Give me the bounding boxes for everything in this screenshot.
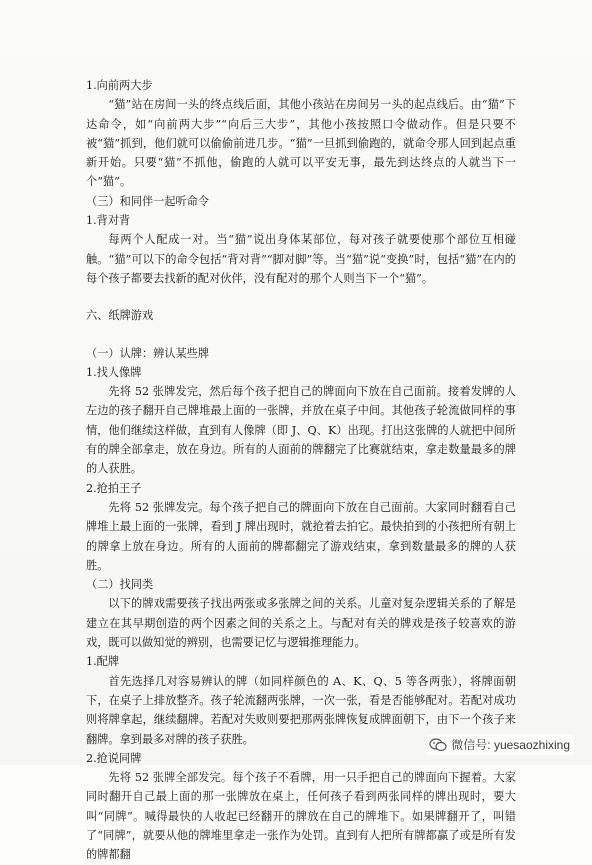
- wechat-icon: [429, 738, 447, 752]
- section-heading: 1.配牌: [86, 655, 120, 669]
- chapter-heading: 六、纸牌游戏: [86, 309, 154, 323]
- paragraph: 先将 52 张牌全部发完。每个孩子不看牌，用一只手把自己的牌面向下握着。大家同时翻开自己最上面的那一张牌放在桌上，任何孩子看到两张同样的牌出现时，要大叫“同牌”。喊得最快的人收起已经翻开的牌放在自己的牌堆下。如果牌翻开了，叫错了“同牌”，就要从他的牌堆里拿走一张作为处罚。直到有人把所有牌都赢了或是所有发的牌都翻: [86, 771, 516, 862]
- section-heading: 2.抢拍王子: [86, 481, 142, 495]
- watermark-text: 微信号: yuesaozhixing: [451, 738, 570, 752]
- paragraph: 每两个人配成一对。当“猫”说出身体某部位，每对孩子就要使那个部位互相碰触。“猫”可以下的命令包括“背对背”“脚对脚”等。当“猫”说“变换”时，包括“猫”在内的每个孩子都要去找新的配对伙伴，没有配对的那个人则当下一个“猫”。: [86, 233, 516, 285]
- section-heading: 1.找人像牌: [86, 365, 142, 379]
- section-heading: 1.向前两大步: [86, 79, 153, 92]
- paragraph: 先将 52 张牌发完。每个孩子把自己的牌面向下放在自己面前。大家同时翻看自己牌堆上最上面的一张牌，看到 J 牌出现时，就抢着去拍它。最快拍到的小孩把所有朝上的牌拿上放在身边。所有的人面前的牌都翻完了游戏结束，拿到数量最多的牌的人获胜。: [86, 500, 516, 572]
- section-heading: 2.抢说同牌: [86, 751, 142, 765]
- spacer: [86, 326, 516, 344]
- paragraph: 首先选择几对容易辨认的牌（如同样颜色的 A、K、Q、5 等各两张），将牌面朝下，在桌子上排放整齐。孩子轮流翻两张牌，一次一张，看是否能够配对。若配对成功则将牌拿起，继续翻牌。若配对失败则要把那两张牌恢复成牌面朝下，由下一个孩子来翻牌。拿到最多对牌的孩子获胜。: [86, 674, 516, 746]
- section-heading: （一）认牌：辨认某些牌: [86, 346, 210, 360]
- spacer: [86, 288, 516, 306]
- paragraph: 以下的牌戏需要孩子找出两张或多张牌之间的关系。儿童对复杂逻辑关系的了解是建立在其早期创造的两个因素之间的关系之上。与配对有关的牌戏是孩子较喜欢的游戏，既可以做知觉的辨别，也需要记忆与逻辑推理能力。: [86, 597, 516, 650]
- section-heading: 1.背对背: [86, 214, 131, 228]
- paragraph: 先将 52 张牌发完，然后每个孩子把自己的牌面向下放在自己面前。接着发牌的人左边的孩子翻开自己牌堆最上面的一张牌，并放在桌子中间。其他孩子轮流做同样的事情，他们继续这样做，直到有人像牌（即 J、Q、K）出现。打出这张牌的人就把中间所有的牌全部拿走，放在身边。所有的人面前的牌翻完了比赛就结束，拿走数量最多的牌的人获胜。: [86, 385, 516, 476]
- paragraph: “猫”站在房间一头的终点线后面，其他小孩站在房间另一头的起点线后。由“猫”下达命令，如“向前两大步”“向后三大步”，其他小孩按照口令做动作。但是只要不被“猫”抓到，他们就可以偷偷前进几步。“猫”一旦抓到偷跑的，就命令那人回到起点重新开始。只要“猫”不抓他，偷跑的人就可以平安无事，最先到达终点的人就当下一个“猫”。: [86, 98, 516, 189]
- wechat-watermark: [426, 734, 574, 755]
- section-heading: （二）找同类: [86, 578, 154, 592]
- section-heading: （三）和同伴一起听命令: [86, 194, 210, 208]
